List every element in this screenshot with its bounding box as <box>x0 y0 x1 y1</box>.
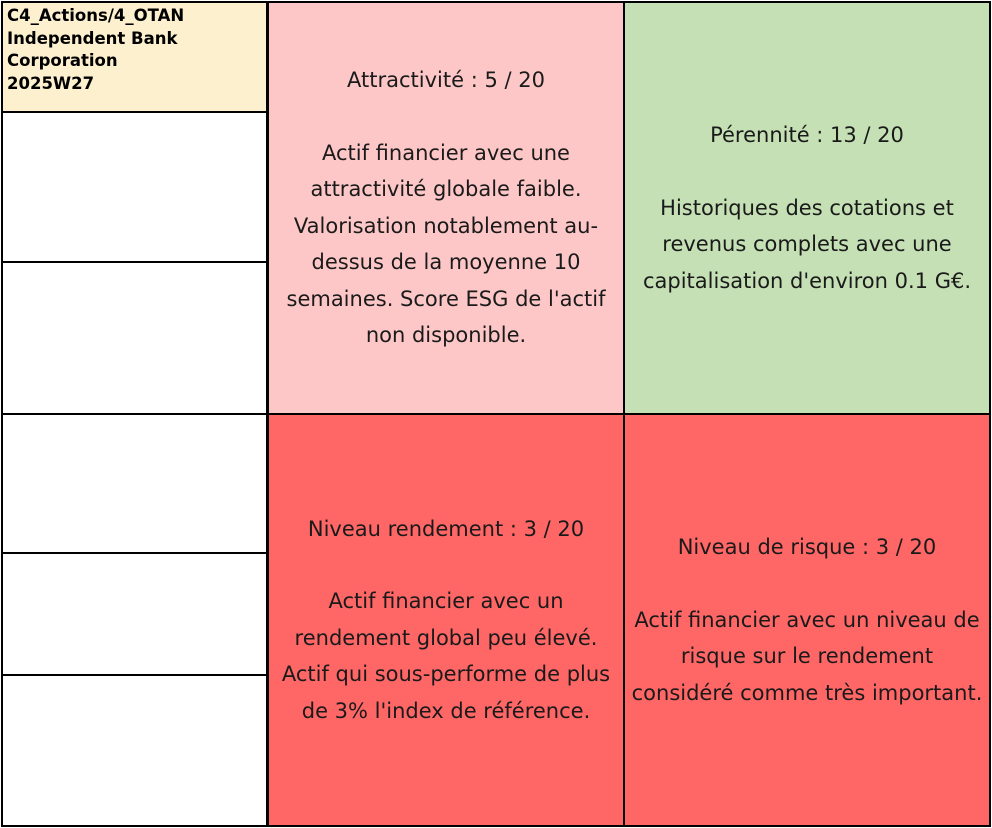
attractivite-score: Attractivité : 5 / 20 <box>347 68 545 93</box>
asset-week: 2025W27 <box>7 73 95 93</box>
attractivite-quadrant <box>267 1 625 415</box>
asset-header-cell <box>1 1 268 113</box>
attractivite-description: Actif financier avec une attractivité globale faible. Valorisation notablement au-dessus de la moyenne 10 semaines. Score ESG de l'actif non disponible. <box>286 140 606 348</box>
empty-cell <box>1 111 268 263</box>
rendement-description: Actif financier avec un rendement global peu élevé. Actif qui sous-performe de plus de 3% l'index de référence. <box>281 589 611 723</box>
rendement-score: Niveau rendement : 3 / 20 <box>307 516 585 541</box>
asset-name-line2: Corporation <box>7 51 118 71</box>
perennite-description: Historiques des cotations et revenus complets avec une capitalisation d'environ 0.1 G€. <box>642 195 972 293</box>
perennite-quadrant <box>623 1 991 415</box>
risque-score: Niveau de risque : 3 / 20 <box>677 535 937 559</box>
asset-path: C4_Actions/4_OTAN <box>7 6 185 25</box>
perennite-score: Pérennité : 13 / 20 <box>710 123 904 147</box>
rendement-quadrant <box>267 413 625 827</box>
risque-description: Actif financier avec un niveau de risque sur le rendement considéré comme très important. <box>631 607 983 705</box>
empty-cell <box>1 413 268 554</box>
empty-cell <box>1 674 268 827</box>
risque-quadrant <box>623 413 991 827</box>
empty-cell <box>1 261 268 415</box>
asset-name-line1: Independent Bank <box>7 28 178 48</box>
empty-cell <box>1 552 268 676</box>
